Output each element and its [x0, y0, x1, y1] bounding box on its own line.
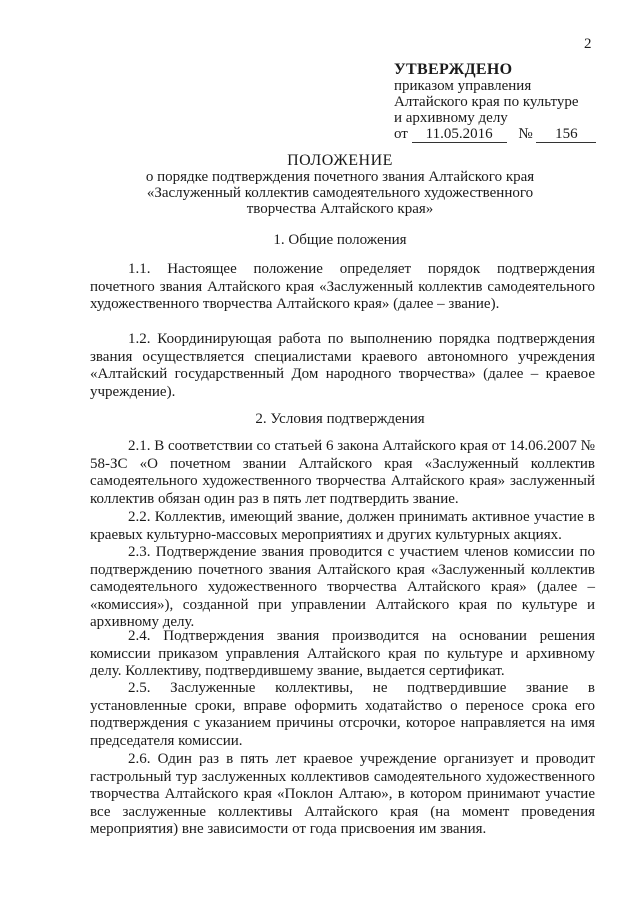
paragraph-2-3	[90, 544, 595, 632]
paragraph-1-2-text: 1.2. Координирующая работа по выполнению порядка подтверждения звания осуществляется специалистами краевого автономного учреждения «Алтайский государственный Дом народного творчества» (далее – краевое учреждение).	[90, 331, 595, 400]
approval-date: 11.05.2016	[412, 126, 507, 143]
paragraph-2-5	[90, 680, 595, 750]
paragraph-2-2	[90, 509, 595, 544]
paragraph-2-4	[90, 628, 595, 681]
section-heading-2: 2. Условия подтверждения	[255, 411, 425, 427]
paragraph-2-4-text: 2.4. Подтверждения звания производится на основании решения комиссии приказом управления Алтайского края по культуре и архивному делу. Коллективу, подтвердившему звание, выдается сертификат.	[90, 628, 595, 680]
paragraph-2-1	[90, 438, 595, 508]
document-subtitle-2: «Заслуженный коллектив самодеятельного художественного	[146, 185, 534, 201]
document-heading	[90, 153, 590, 217]
approval-line-1: приказом управления	[394, 78, 532, 94]
approval-number-prefix: №	[518, 126, 533, 142]
approval-stamp	[394, 62, 596, 143]
approval-line-3: и архивному делу	[394, 110, 508, 126]
paragraph-2-6-text: 2.6. Один раз в пять лет краевое учреждение организует и проводит гастрольный тур заслуженных коллективов самодеятельного художественного творчества Алтайского края «Поклон Алтаю», в котором принимают участие все заслуженные коллективы Алтайского края (на момент проведения мероприятия) вне зависимости от года присвоения им звания.	[90, 751, 595, 838]
paragraph-2-6	[90, 751, 595, 839]
paragraph-2-5-text: 2.5. Заслуженные коллективы, не подтвердившие звание в установленные сроки, вправе оформить ходатайство о переносе срока его подтверждения с указанием причины отсрочки, которое направляется на имя председателя комиссии.	[90, 680, 595, 749]
paragraph-2-2-text: 2.2. Коллектив, имеющий звание, должен принимать активное участие в краевых культурно-массовых мероприятиях и других культурных акциях.	[90, 509, 595, 543]
approval-title: УТВЕРЖДЕНО	[394, 61, 513, 78]
document-title: ПОЛОЖЕНИЕ	[287, 152, 393, 169]
section-heading-1: 1. Общие положения	[273, 232, 407, 248]
approval-date-row	[394, 126, 596, 143]
approval-line-2: Алтайского края по культуре	[394, 94, 579, 110]
paragraph-2-1-text: 2.1. В соответствии со статьей 6 закона Алтайского края от 14.06.2007 № 58-ЗС «О почетном звании Алтайского края «Заслуженный коллектив самодеятельного художественного творчества Алтайского края» заслуженный коллектив обязан один раз в пять лет подтвердить звание.	[90, 438, 595, 507]
approval-date-prefix: от	[394, 126, 408, 142]
paragraph-1-2	[90, 331, 595, 401]
page-number: 2	[584, 36, 592, 52]
document-subtitle-3: творчества Алтайского края»	[246, 201, 434, 217]
approval-number: 156	[536, 126, 596, 143]
document-subtitle-1: о порядке подтверждения почетного звания Алтайского края	[145, 169, 535, 185]
paragraph-1-1-text: 1.1. Настоящее положение определяет порядок подтверждения почетного звания Алтайского края «Заслуженный коллектив самодеятельного художественного творчества Алтайского края» (далее – звание).	[90, 261, 595, 313]
paragraph-2-3-text: 2.3. Подтверждение звания проводится с участием членов комиссии по подтверждению почетного звания Алтайского края «Заслуженный коллектив самодеятельного художественного творчества Алтайского края» (далее – «комиссия»), созданной при управлении Алтайского края по культуре и архивному делу.	[90, 544, 595, 631]
paragraph-1-1	[90, 261, 595, 314]
